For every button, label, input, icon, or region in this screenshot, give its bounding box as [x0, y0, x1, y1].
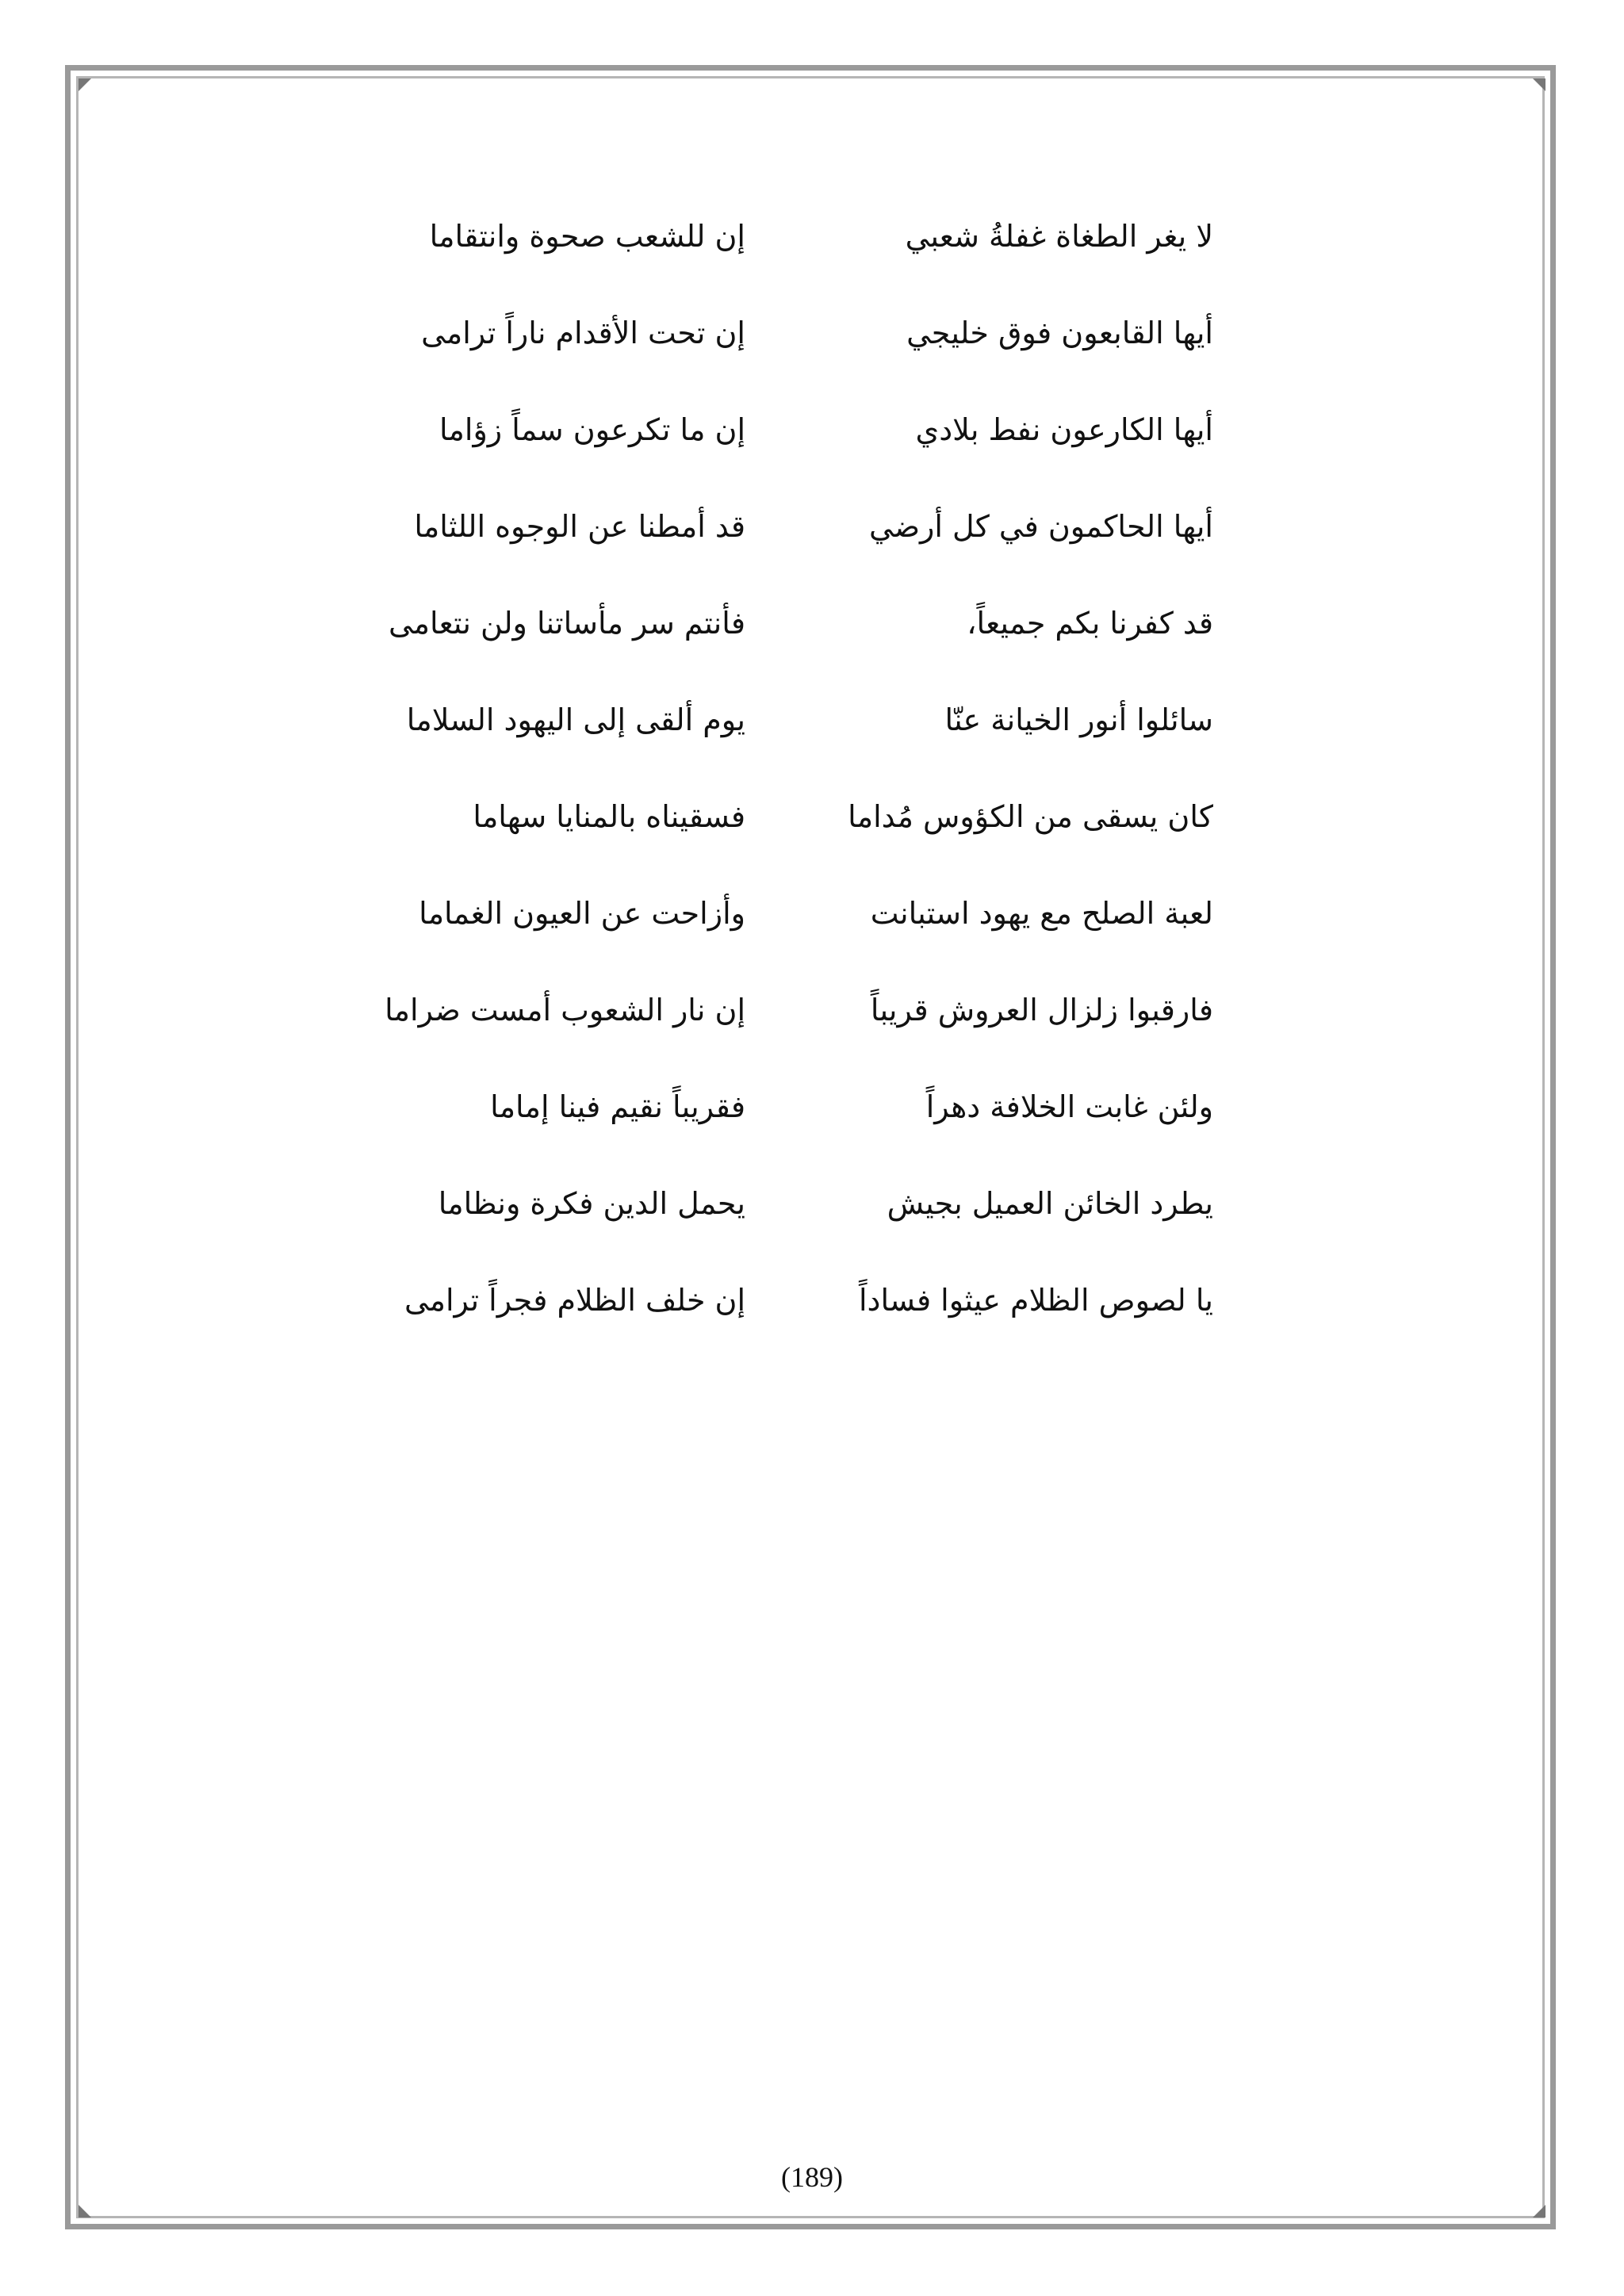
verse-second-hemistich: فأنتم سر مأساتنا ولن نتعامى [388, 606, 745, 641]
verse-first-hemistich: أيها الكارعون نفط بلادي [915, 412, 1213, 447]
verse-first-hemistich: يطرد الخائن العميل بجيش [887, 1186, 1213, 1221]
verse-second-hemistich: قد أمطنا عن الوجوه اللثاما [414, 509, 745, 544]
verse [385, 986, 1213, 1083]
verse-first-hemistich: سائلوا أنور الخيانة عنّا [944, 702, 1213, 737]
verse-first-hemistich: قد كفرنا بكم جميعاً، [967, 606, 1213, 641]
verse-first-hemistich: أيها القابعون فوق خليجي [906, 316, 1213, 350]
verse-second-hemistich: فسقيناه بالمنايا سهاما [473, 799, 745, 834]
verse-first-hemistich: فارقبوا زلزال العروش قريباً [870, 993, 1213, 1027]
verse [420, 1180, 1213, 1276]
verse [420, 793, 1213, 890]
verse-first-hemistich: لعبة الصلح مع يهود استبانت [870, 896, 1213, 931]
verse [420, 309, 1213, 406]
verse-second-hemistich: إن نار الشعوب أمست ضراما [385, 993, 745, 1027]
verse-second-hemistich: وأزاحت عن العيون الغماما [419, 896, 745, 931]
verse-first-hemistich: يا لصوص الظلام عيثوا فساداً [858, 1283, 1213, 1318]
verse-second-hemistich: إن ما تكرعون سماً زؤاما [439, 412, 745, 447]
verse-first-hemistich: أيها الحاكمون في كل أرضي [869, 509, 1213, 544]
corner-ornament-top-left [79, 78, 91, 91]
verse-first-hemistich: كان يسقى من الكؤوس مُداما [848, 799, 1213, 834]
corner-ornament-bottom-left [79, 2205, 91, 2218]
verse-first-hemistich: لا يغر الطغاة غفلةُ شعبي [905, 219, 1213, 254]
verse [388, 599, 1213, 696]
verse-second-hemistich: إن خلف الظلام فجراً ترامى [404, 1283, 745, 1318]
corner-ornament-bottom-right [1533, 2205, 1545, 2218]
verse-first-hemistich: ولئن غابت الخلافة دهراً [925, 1089, 1213, 1124]
poem [385, 212, 1213, 1373]
verse-second-hemistich: يوم ألقى إلى اليهود السلاما [406, 702, 745, 737]
verse [420, 406, 1213, 503]
corner-ornament-top-right [1533, 78, 1545, 91]
verse-second-hemistich: إن للشعب صحوة وانتقاما [429, 219, 745, 254]
verse [420, 890, 1213, 986]
verse [420, 212, 1213, 309]
verse-second-hemistich: فقريباً نقيم فينا إماما [490, 1089, 745, 1124]
verse [414, 503, 1213, 599]
page-number: (189) [781, 2161, 843, 2193]
verse [420, 1083, 1213, 1180]
verse [404, 1276, 1213, 1373]
verse-second-hemistich: يحمل الدين فكرة ونظاما [438, 1186, 745, 1221]
verse [406, 696, 1213, 793]
verse-second-hemistich: إن تحت الأقدام ناراً ترامى [421, 316, 745, 350]
